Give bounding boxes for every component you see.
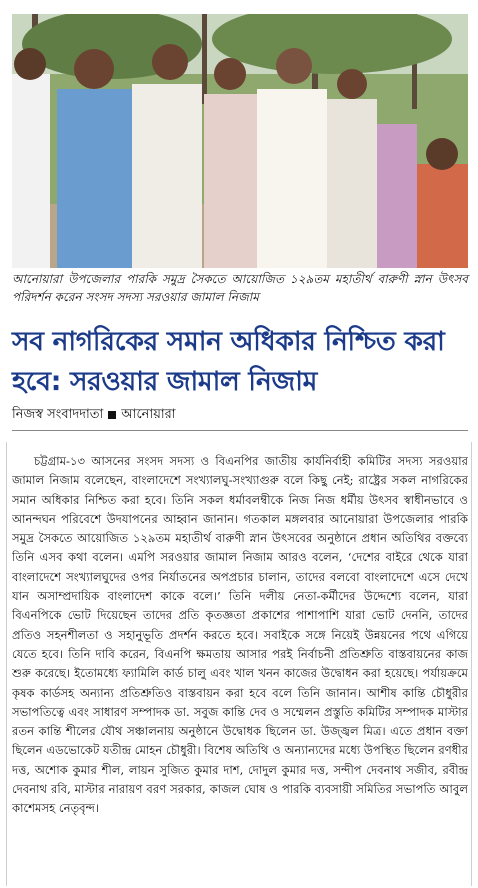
reporter-name: নিজস্ব সংবাদদাতা	[12, 407, 104, 422]
news-photo-icon	[12, 14, 468, 268]
square-separator-icon	[108, 411, 116, 419]
byline	[12, 406, 176, 424]
divider	[12, 430, 468, 431]
article-headline: সব নাগরিকের সমান অধিকার নিশ্চিত করা হবে: সরওয়ার জামাল নিজাম	[12, 326, 445, 397]
news-photo	[12, 14, 468, 268]
article-body: চট্টগ্রাম-১৩ আসনের সংসদ সদস্য ও বিএনপির জাতীয় কার্যনির্বাহী কমিটির সদস্য সরওয়ার জামাল নিজাম বলেছেন, বাংলাদেশে সংখ্যালঘু-সংখ্যাগুরু বলে কিছু নেই; রাষ্ট্রের সকল নাগরিকের সমান অধিকার নিশ্চিত করা হবে। তিনি সকল ধর্মাবলম্বীকে নিজ নিজ ধর্মীয় উৎসব স্বাধীনভাবে ও আনন্দঘন পরিবেশে উদযাপনের আহ্বান জানান। গতকাল মঙ্গলবার আনোয়ারা উপজেলার পারকি সমুদ্র সৈকতে আয়োজিত ১২৯তম মহাতীর্থ বারুণী স্নান উৎসবের অনুষ্ঠানে প্রধান অতিথির বক্তব্যে তিনি এসব কথা বলেন। এমপি সরওয়ার জামাল নিজাম আরও বলেন, ‘দেশের বাইরে থেকে যারা বাংলাদেশে সংখ্যালঘুদের ওপর নির্যাতনের অপপ্রচার চালান, তাদের বলবো বাংলাদেশে এসে দেখে যান অসাম্প্রদায়িক বাংলাদেশ কাকে বলে।’ তিনি দলীয় নেতা-কর্মীদের উদ্দেশ্যে বলেন, যারা বিএনপিকে ভোট দিয়েছেন তাদের প্রতি কৃতজ্ঞতা প্রকাশের পাশাপাশি যারা ভোট দেননি, তাদের প্রতিও সহনশীলতা ও সহানুভূতি প্রদর্শন করতে হবে। সবাইকে সঙ্গে নিয়েই উন্নয়নের পথে এগিয়ে যেতে হবে। তিনি দাবি করেন, বিএনপি ক্ষমতায় আসার পরই নির্বাচনী প্রতিশ্রুতি বাস্তবায়নের কাজ শুরু করেছে। ইতোমধ্যে ফ্যামিলি কার্ড চালু এবং খাল খনন কাজের উদ্বোধন করা হয়েছে। পর্যায়ক্রমে কৃষক কার্ডসহ অন্যান্য প্রতিশ্রুতিও বাস্তবায়ন করা হবে বলে তিনি জানান। আশীষ কান্তি চৌধুরীর সভাপতিত্বে এবং সাধারণ সম্পাদক ডা. সবুজ কান্তি দেব ও সম্মেলন প্রস্তুতি কমিটির সম্পাদক মাস্টার রতন কান্তি শীলের যৌথ সঞ্চালনায় অনুষ্ঠানে উদ্বোধক ছিলেন ডা. উজ্জ্বল মিত্র। এতে প্রধান বক্তা ছিলেন এডভোকেট যতীন্দ্র মোহন চৌধুরী। বিশেষ অতিথি ও অন্যান্যদের মধ্যে উপস্থিত ছিলেন রণধীর দত্ত, অশোক কুমার শীল, লায়ন সুজিত কুমার দাশ, দোদুল কুমার দত্ত, সন্দীপ দেবনাথ সজীব, রবীন্দ্র দেবনাথ রবি, মাস্টার নারায়ণ বরণ সরকার, কাজল ঘোষ ও পারকি ব্যবসায়ী সমিতির সভাপতি আবুল কাশেমসহ নেতৃবৃন্দ।	[12, 454, 468, 816]
dateline-location: আনোয়ারা	[121, 407, 176, 422]
photo-caption: আনোয়ারা উপজেলার পারকি সমুদ্র সৈকতে আয়োজিত ১২৯তম মহাতীর্থ বারুণী স্নান উৎসব পরিদর্শন করেন সংসদ সদস্য সরওয়ার জামাল নিজাম	[12, 272, 468, 304]
